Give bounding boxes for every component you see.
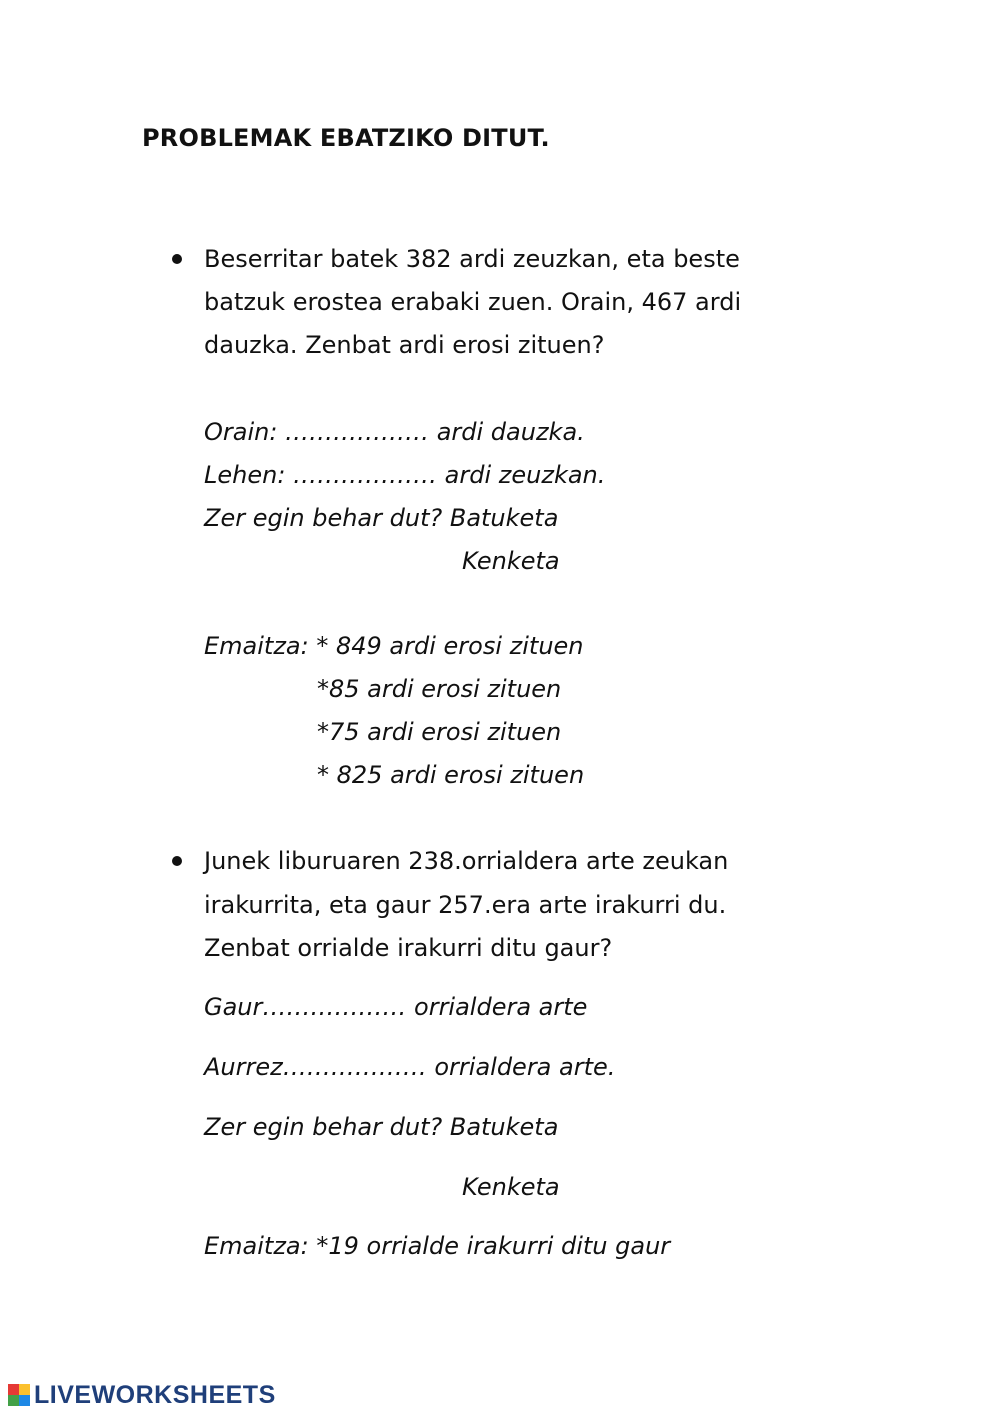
problem2-statement-line3: Zenbat orrialde irakurri ditu gaur? bbox=[204, 934, 613, 962]
problem1-question: Zer egin behar dut? Batuketa bbox=[204, 504, 559, 532]
problem1-option-kenketa: Kenketa bbox=[462, 547, 560, 575]
problem2-statement-line2: irakurrita, eta gaur 257.era arte irakurri du. bbox=[204, 891, 727, 919]
bullet-icon bbox=[172, 856, 182, 866]
problem1-answer-3: *75 ardi erosi zituen bbox=[317, 718, 562, 746]
problem2-answer: Emaitza: *19 orrialde irakurri ditu gaur bbox=[204, 1232, 671, 1260]
problem2-aurrez-line: Aurrez……………… orrialdera arte. bbox=[204, 1053, 616, 1081]
page-title: PROBLEMAK EBATZIKO DITUT. bbox=[142, 124, 550, 152]
problem1-statement-line2: batzuk erostea erabaki zuen. Orain, 467 ardi bbox=[204, 288, 742, 316]
problem2-question: Zer egin behar dut? Batuketa bbox=[204, 1113, 559, 1141]
problem2-option-kenketa: Kenketa bbox=[462, 1173, 560, 1201]
footer-brand bbox=[8, 1380, 276, 1410]
problem1-answer-2: *85 ardi erosi zituen bbox=[317, 675, 562, 703]
problem1-statement-line1: Beserritar batek 382 ardi zeuzkan, eta beste bbox=[204, 245, 740, 273]
problem1-orain-line: Orain: ……………… ardi dauzka. bbox=[204, 418, 585, 446]
problem1-answer-1: Emaitza: * 849 ardi erosi zituen bbox=[204, 632, 584, 660]
problem1-lehen-line: Lehen: ……………… ardi zeuzkan. bbox=[204, 461, 606, 489]
problem2-gaur-line: Gaur……………… orrialdera arte bbox=[204, 993, 588, 1021]
problem1-answer-4: * 825 ardi erosi zituen bbox=[317, 761, 585, 789]
problem2-statement-line1: Junek liburuaren 238.orrialdera arte zeukan bbox=[204, 847, 729, 875]
bullet-icon bbox=[172, 254, 182, 264]
brand-name: LIVEWORKSHEETS bbox=[34, 1380, 276, 1409]
liveworksheets-logo-icon bbox=[8, 1384, 30, 1406]
problem1-statement-line3: dauzka. Zenbat ardi erosi zituen? bbox=[204, 331, 605, 359]
